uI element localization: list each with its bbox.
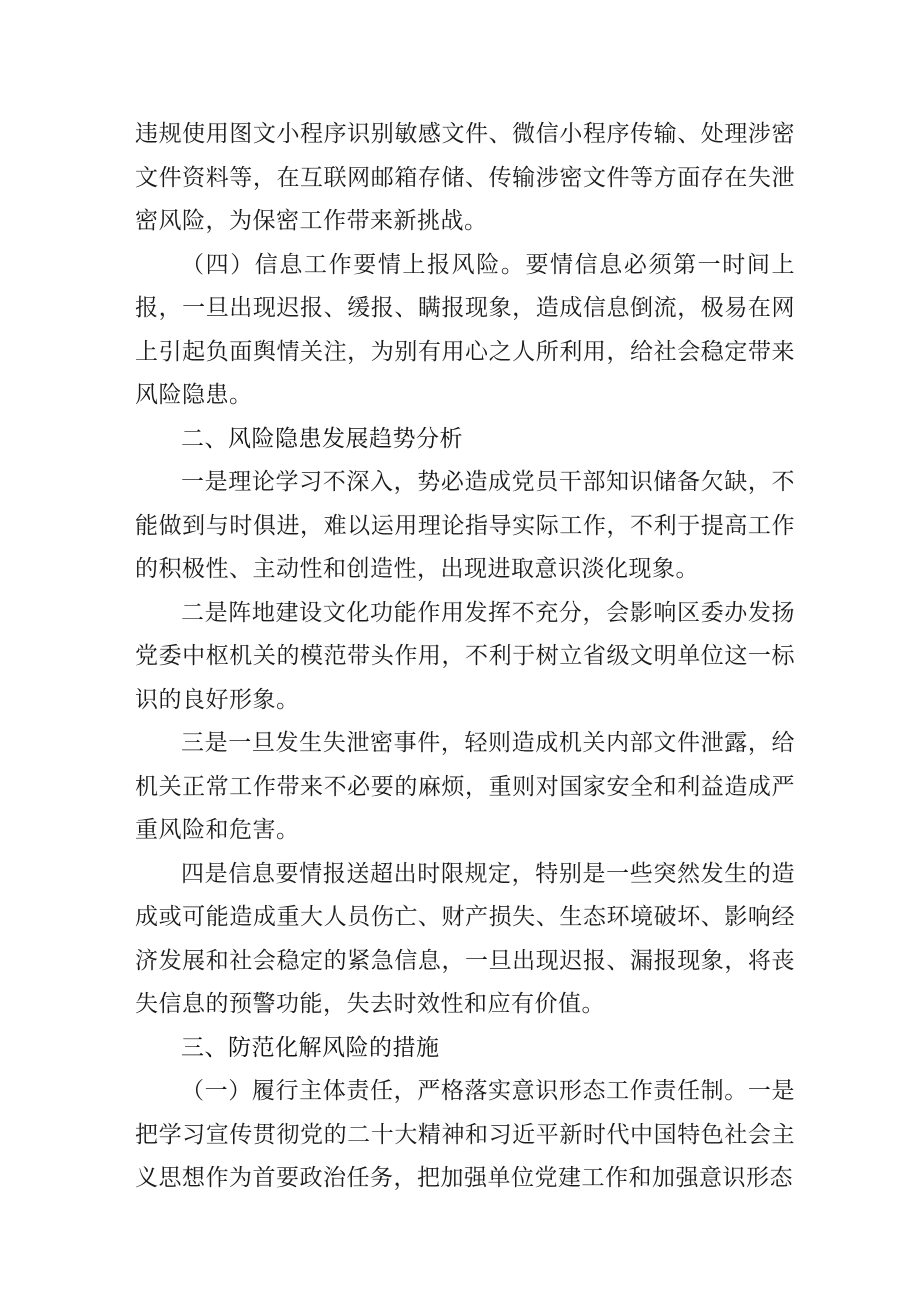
section-heading-3: 三、防范化解风险的措施	[181, 1034, 440, 1061]
paragraph-3: 一是理论学习不深入，势必造成党员干部知识储备欠缺，不能做到与时俱进，难以运用理论指导实际工作，不利于提高工作的积极性、主动性和创造性，出现进取意识淡化现象。	[135, 469, 795, 582]
paragraph-5: 三是一旦发生失泄密事件，轻则造成机关内部文件泄露，给机关正常工作带来不必要的麻烦，重则对国家安全和利益造成严重风险和危害。	[135, 730, 795, 843]
paragraph-4: 二是阵地建设文化功能作用发挥不充分，会影响区委办发扬党委中枢机关的模范带头作用，不利于树立省级文明单位这一标识的良好形象。	[135, 599, 795, 713]
document-body	[135, 113, 795, 1201]
section-heading-2: 二、风险隐患发展趋势分析	[181, 425, 463, 452]
paragraph-6: 四是信息要情报送超出时限规定，特别是一些突然发生的造成或可能造成重大人员伤亡、财产损失、生态环境破坏、影响经济发展和社会稳定的紧急信息，一旦出现迟报、漏报现象，将丧失信息的预警功能，失去时效性和应有价值。	[135, 860, 795, 1017]
paragraph-1: 违规使用图文小程序识别敏感文件、微信小程序传输、处理涉密文件资料等，在互联网邮箱存储、传输涉密文件等方面存在失泄密风险，为保密工作带来新挑战。	[135, 121, 795, 234]
paragraph-7: （一）履行主体责任，严格落实意识形态工作责任制。一是把学习宣传贯彻党的二十大精神和习近平新时代中国特色社会主义思想作为首要政治任务，把加强单位党建工作和加强意识形态	[135, 1078, 795, 1191]
paragraph-2: （四）信息工作要情上报风险。要情信息必须第一时间上报，一旦出现迟报、缓报、瞒报现象，造成信息倒流，极易在网上引起负面舆情关注，为别有用心之人所利用，给社会稳定带来风险隐患。	[135, 251, 795, 408]
